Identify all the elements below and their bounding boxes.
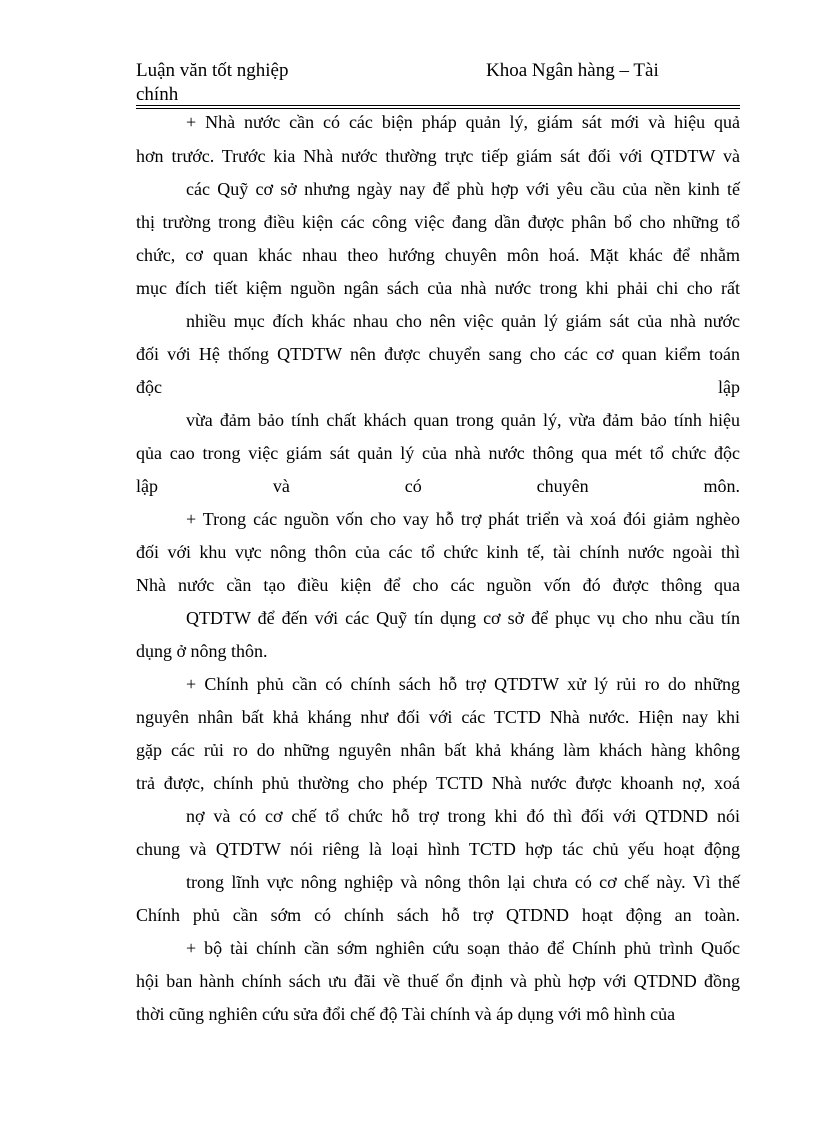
body-line: các Quỹ cơ sở nhưng ngày nay để phù hợp với yêu cầu của nền kinh tế xyxy=(186,179,740,199)
body-line: dụng ở nông thôn. xyxy=(136,641,268,661)
body-line: Chính phủ cần sớm có chính sách hỗ trợ QTDND hoạt động an toàn. xyxy=(136,905,740,925)
body-line: hơn trước. Trước kia Nhà nước thường trực tiếp giám sát đối với QTDTW và xyxy=(136,146,740,166)
body-line: + bộ tài chính cần sớm nghiên cứu soạn thảo để Chính phủ trình Quốc xyxy=(186,938,740,958)
body-line: qủa cao trong việc giám sát quản lý của nhà nước thông qua mét tổ chức độc xyxy=(136,443,740,463)
body-line: trong lĩnh vực nông nghiệp và nông thôn lại chưa có cơ chế này. Vì thế xyxy=(186,872,740,892)
body-line: + Chính phủ cần có chính sách hỗ trợ QTDTW xử lý rủi ro do những xyxy=(186,674,740,694)
header-rule-top xyxy=(136,105,740,106)
body-line: vừa đảm bảo tính chất khách quan trong quản lý, vừa đảm bảo tính hiệu xyxy=(186,410,740,430)
body-line: thị trường trong điều kiện các công việc đang dần được phân bổ cho những tổ xyxy=(136,212,740,232)
body-line: + Nhà nước cần có các biện pháp quản lý, giám sát mới và hiệu quả xyxy=(186,112,740,132)
body-line: trả được, chính phủ thường cho phép TCTD Nhà nước được khoanh nợ, xoá xyxy=(136,773,740,793)
body-line: chung và QTDTW nói riêng là loại hình TCTD hợp tác chủ yếu hoạt động xyxy=(136,839,740,859)
header-right-title: Khoa Ngân hàng – Tài xyxy=(486,60,659,81)
body-line: thời cũng nghiên cứu sửa đổi chế độ Tài chính và áp dụng với mô hình của xyxy=(136,1004,676,1024)
header-rule-bottom xyxy=(136,108,740,109)
body-line: hội ban hành chính sách ưu đãi về thuế ổn định và phù hợp với QTDND đồng xyxy=(136,971,740,991)
body-line: gặp các rủi ro do những nguyên nhân bất khả kháng làm khách hàng không xyxy=(136,740,740,760)
body-line: đối với khu vực nông thôn của các tổ chức kinh tế, tài chính nước ngoài thì xyxy=(136,542,740,562)
header-left-title: Luận văn tốt nghiệp xyxy=(136,60,289,81)
body-line: đối với Hệ thống QTDTW nên được chuyển sang cho các cơ quan kiểm toán xyxy=(136,344,740,364)
body-line: + Trong các nguồn vốn cho vay hỗ trợ phát triển và xoá đói giảm nghèo xyxy=(186,509,740,529)
body-line: nợ và có cơ chế tổ chức hỗ trợ trong khi đó thì đối với QTDND nói xyxy=(186,806,740,826)
body-line: nhiều mục đích khác nhau cho nên việc quản lý giám sát của nhà nước xyxy=(186,311,740,331)
body-line: nguyên nhân bất khả kháng như đối với các TCTD Nhà nước. Hiện nay khi xyxy=(136,707,740,727)
body-line: mục đích tiết kiệm nguồn ngân sách của nhà nước trong khi phải chi cho rất xyxy=(136,278,740,298)
body-line: QTDTW để đến với các Quỹ tín dụng cơ sở để phục vụ cho nhu cầu tín xyxy=(186,608,740,628)
body-line: độc lập xyxy=(136,377,740,397)
body-line: Nhà nước cần tạo điều kiện để cho các nguồn vốn đó được thông qua xyxy=(136,575,740,595)
body-line: chức, cơ quan khác nhau theo hướng chuyên môn hoá. Mặt khác để nhằm xyxy=(136,245,740,265)
header-left-continuation: chính xyxy=(136,84,179,105)
body-line: lập và có chuyên môn. xyxy=(136,476,740,496)
